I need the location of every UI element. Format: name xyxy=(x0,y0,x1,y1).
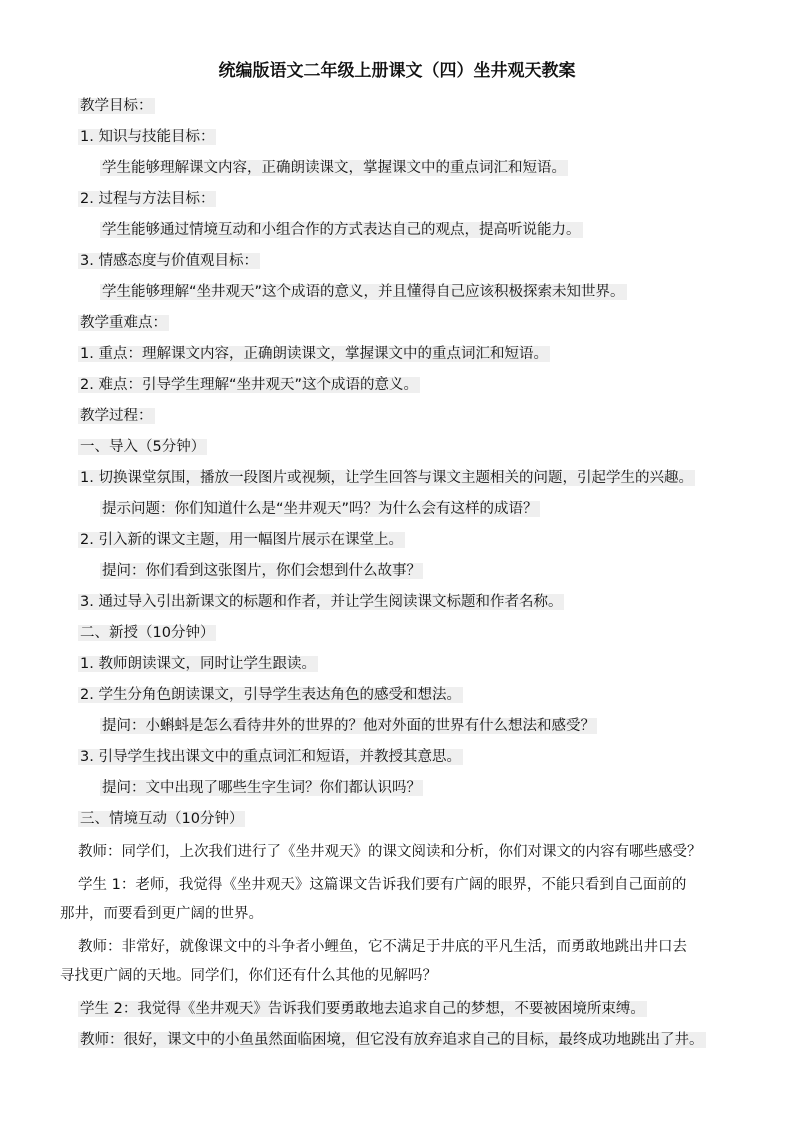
objective-detail-2: 学生能够通过情境互动和小组合作的方式表达自己的观点，提高听说能力。 xyxy=(102,222,581,238)
process-step-1-item-1: 1. 切换课堂氛围，播放一段图片或视频，让学生回答与课文主题相关的问题，引起学生的兴趣。 xyxy=(80,470,693,486)
section-heading-key-points: 教学重难点： xyxy=(80,315,167,331)
process-step-1-prompt-2: 提问：你们看到这张图片，你们会想到什么故事？ xyxy=(102,563,421,579)
key-point-2: 2. 难点：引导学生理解“坐井观天”这个成语的意义。 xyxy=(80,377,418,393)
dialogue-student-1-cont: 那井，而要看到更广阔的世界。 xyxy=(60,906,263,922)
dialogue-teacher-2: 教师：非常好，就像课文中的斗争者小鲤鱼，它不满足于井底的平凡生活，而勇敢地跳出井口去 xyxy=(78,939,687,955)
section-heading-objectives: 教学目标： xyxy=(80,98,153,114)
process-step-1-heading: 一、导入（5分钟） xyxy=(80,439,206,455)
dialogue-student-2: 学生 2：我觉得《坐井观天》告诉我们要勇敢地去追求自己的梦想，不要被困境所束缚。 xyxy=(80,1001,645,1017)
objective-item-1: 1. 知识与技能目标： xyxy=(80,129,215,145)
process-step-1-prompt-1: 提示问题：你们知道什么是“坐井观天”吗？为什么会有这样的成语？ xyxy=(102,501,538,517)
process-step-2-heading: 二、新授（10分钟） xyxy=(80,625,215,641)
process-step-2-prompt-1: 提问：小蝌蚪是怎么看待井外的世界的？他对外面的世界有什么想法和感受？ xyxy=(102,718,595,734)
process-step-1-item-3: 3. 通过导入引出新课文的标题和作者，并让学生阅读课文标题和作者名称。 xyxy=(80,594,563,610)
process-step-3-heading: 三、情境互动（10分钟） xyxy=(80,811,244,827)
dialogue-teacher-2-cont: 寻找更广阔的天地。同学们，你们还有什么其他的见解吗？ xyxy=(60,968,437,984)
section-heading-process: 教学过程： xyxy=(80,408,153,424)
dialogue-student-1: 学生 1：老师，我觉得《坐井观天》这篇课文告诉我们要有广阔的眼界，不能只看到自己面前的 xyxy=(78,877,687,893)
dialogue-teacher-3: 教师：很好，课文中的小鱼虽然面临困境，但它没有放弃追求自己的目标，最终成功地跳出了井。 xyxy=(80,1032,704,1048)
objective-detail-3: 学生能够理解“坐井观天”这个成语的意义，并且懂得自己应该积极探索未知世界。 xyxy=(102,284,625,300)
dialogue-teacher-1: 教师：同学们，上次我们进行了《坐井观天》的课文阅读和分析，你们对课文的内容有哪些感受？ xyxy=(78,844,702,860)
key-point-1: 1. 重点：理解课文内容，正确朗读课文，掌握课文中的重点词汇和短语。 xyxy=(80,346,548,362)
process-step-2-item-1: 1. 教师朗读课文，同时让学生跟读。 xyxy=(80,656,316,672)
objective-detail-1: 学生能够理解课文内容，正确朗读课文，掌握课文中的重点词汇和短语。 xyxy=(102,160,566,176)
process-step-2-item-3: 3. 引导学生找出课文中的重点词汇和短语，并教授其意思。 xyxy=(80,749,461,765)
process-step-1-item-2: 2. 引入新的课文主题，用一幅图片展示在课堂上。 xyxy=(80,532,403,548)
objective-item-3: 3. 情感态度与价值观目标： xyxy=(80,253,258,269)
process-step-2-item-2: 2. 学生分角色朗读课文，引导学生表达角色的感受和想法。 xyxy=(80,687,461,703)
document-title: 统编版语文二年级上册课文（四）坐井观天教案 xyxy=(218,61,576,81)
process-step-2-prompt-2: 提问：文中出现了哪些生字生词？你们都认识吗？ xyxy=(102,780,421,796)
objective-item-2: 2. 过程与方法目标： xyxy=(80,191,215,207)
